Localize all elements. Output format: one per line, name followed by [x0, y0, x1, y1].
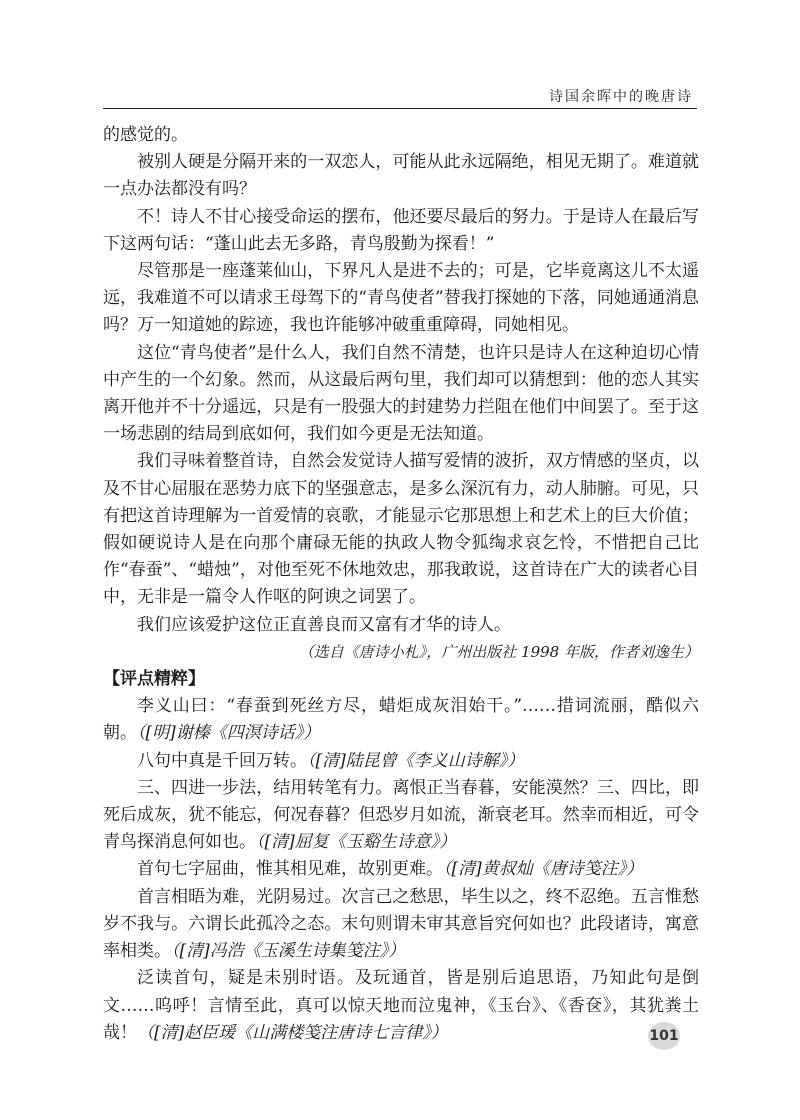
- section-title: 【评点精粹】: [103, 669, 205, 690]
- comment-text: 首言相晤为难，光阴易过。次言己之愁思，毕生以之，终不忍绝。五言惟愁岁不我与。六谓长此孤冷之态。末句则谓未审其意旨究何如也？此段诸诗，寓意率相类。: [103, 886, 699, 962]
- page-number: 101: [648, 1022, 680, 1050]
- comment-item: [103, 748, 699, 775]
- body-paragraph: 的感觉的。: [103, 125, 188, 145]
- body-paragraph: 不！诗人不甘心接受命运的摆布，他还要尽最后的努力。于是诗人在最后写下这两句话：“蓬山此去无多路，青鸟殷勤为探看！”: [103, 206, 699, 254]
- comment-item: [103, 856, 699, 883]
- comment-text: 李义山曰：“春蚕到死丝方尽，蜡炬成灰泪始干。”……措词流丽，酷似六朝。: [103, 696, 699, 744]
- source-citation: （选自《唐诗小札》，广州出版社 1998 年版，作者刘逸生）: [298, 642, 699, 661]
- body-paragraph: 被别人硬是分隔开来的一双恋人，可能从此永远隔绝，相见无期了。难道就一点办法都没有吗？: [103, 152, 699, 200]
- body-paragraph: 这位“青鸟使者”是什么人，我们自然不清楚，也许只是诗人在这种迫切心情中产生的一个幻象。然而，从这最后两句里，我们却可以猜想到：他的恋人其实离开他并不十分遥远，只是有一股强大的封建势力拦阻在他们中间罢了。至于这一场悲剧的结局到底如何，我们如今更是无法知道。: [103, 342, 699, 445]
- comment-item: [103, 965, 699, 1047]
- comment-citation: （[清]陆昆曾《李义山诗解》）: [307, 750, 525, 771]
- body-paragraph: 我们寻味着整首诗，自然会发觉诗人描写爱情的波折，双方情感的坚贞，以及不甘心屈服在恶势力底下的坚强意志，是多么深沉有力，动人肺腑。可见，只有把这首诗理解为一首爱情的哀歌，才能显示它那思想上和艺术上的巨大价值；假如硬说诗人是在向那个庸碌无能的执政人物令狐绹求哀乞怜，不惜把自己比作“春蚕”、“蜡烛”，对他至死不休地效忠，那我敢说，这首诗在广大的读者心目中，无非是一篇令人作呕的阿谀之词罢了。: [103, 451, 699, 608]
- comment-item: [103, 693, 699, 747]
- running-header-title: 诗国余晖中的晚唐诗: [549, 89, 693, 105]
- comment-text: 八句中真是千回万转。: [137, 750, 307, 771]
- comment-text: 三、四进一步法，结用转笔有力。离恨正当春暮，安能漠然？三、四比，即死后成灰，犹不能忘，何况春暮？但恐岁月如流，渐衰老耳。然幸而相近，可令青鸟探消息何如也。: [103, 777, 699, 853]
- comment-item: [103, 884, 699, 966]
- body-paragraph: 尽管那是一座蓬莱仙山，下界凡人是进不去的；可是，它毕竟离这儿不太遥远，我难道不可以请求王母驾下的“青鸟使者”替我打探她的下落，同她通通消息吗？万一知道她的踪迹，我也许能够冲破重重障碍，同她相见。: [103, 261, 699, 336]
- comment-text: 首句七字屈曲，惟其相见难，故别更难。: [137, 859, 443, 880]
- comment-text: 泛读首句，疑是未别时语。及玩通首，皆是别后追思语，乃知此句是倒文……呜呼！言情至此，真可以惊天地而泣鬼神，《玉台》、《香奁》，其犹粪土哉！: [103, 968, 699, 1043]
- body-paragraph: 我们应该爱护这位正直善良而又富有才华的诗人。: [137, 614, 511, 635]
- comment-citation: （[明]谢榛《四溟诗话》）: [137, 723, 321, 744]
- comment-citation: （[清]屈复《玉谿生诗意》）: [256, 832, 457, 853]
- running-header: [103, 80, 697, 109]
- comment-item: [103, 775, 699, 857]
- page-body: [103, 122, 699, 1047]
- comment-citation: （[清]黄叔灿《唐诗笺注》）: [443, 859, 644, 880]
- comment-citation: （[清]冯浩《玉溪生诗集笺注》）: [171, 941, 406, 962]
- comment-citation: （[清]赵臣瑗《山满楼笺注唐诗七言律》）: [137, 1022, 448, 1043]
